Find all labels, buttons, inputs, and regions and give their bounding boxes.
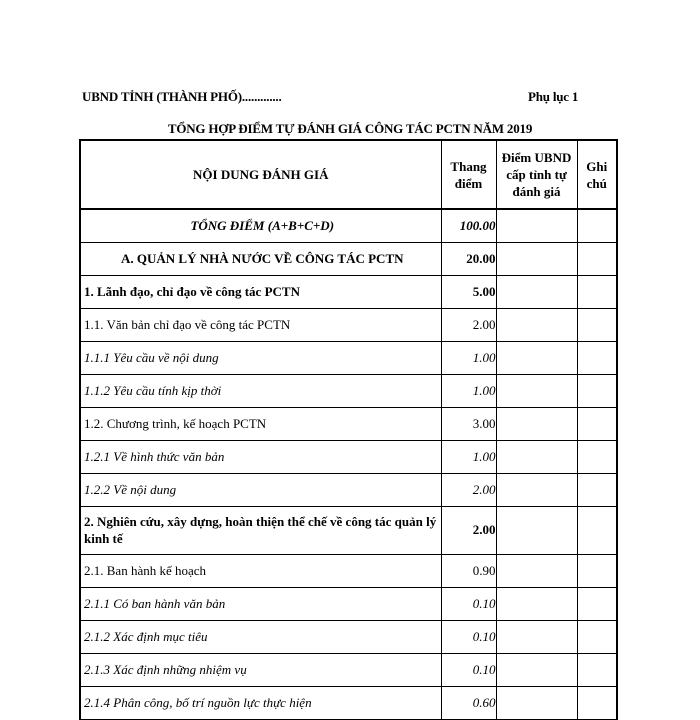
row-content-cell: 1.1.2 Yêu cầu tính kịp thời [80, 374, 441, 407]
row-note-cell[interactable] [577, 653, 617, 686]
row-note-cell[interactable] [577, 275, 617, 308]
appendix-label: Phụ lục 1 [528, 89, 579, 104]
row-self-score-cell[interactable] [496, 440, 577, 473]
row-note-cell[interactable] [577, 620, 617, 653]
row-scale-cell: 1.00 [441, 374, 496, 407]
row-content-cell: TỔNG ĐIỂM (A+B+C+D) [80, 209, 441, 242]
row-content-cell: 2.1.4 Phân công, bố trí nguồn lực thực hiện [80, 686, 441, 719]
row-scale-cell: 0.90 [441, 554, 496, 587]
table-row [80, 440, 617, 473]
row-self-score-cell[interactable] [496, 374, 577, 407]
row-scale-cell: 2.00 [441, 473, 496, 506]
row-self-score-cell[interactable] [496, 308, 577, 341]
row-scale-cell: 100.00 [441, 209, 496, 242]
row-self-score-cell[interactable] [496, 275, 577, 308]
table-row [80, 209, 617, 242]
row-self-score-cell[interactable] [496, 242, 577, 275]
row-self-score-cell[interactable] [496, 554, 577, 587]
row-self-score-cell[interactable] [496, 686, 577, 719]
row-self-score-cell[interactable] [496, 653, 577, 686]
table-row [80, 275, 617, 308]
row-content-cell: 2.1.2 Xác định mục tiêu [80, 620, 441, 653]
document-title: TỔNG HỢP ĐIỂM TỰ ĐÁNH GIÁ CÔNG TÁC PCTN NĂM 2019 [167, 121, 533, 136]
row-content-cell: 1.2.2 Về nội dung [80, 473, 441, 506]
table-row [80, 374, 617, 407]
column-header-score: Điểm UBND cấp tỉnh tự đánh giá [496, 140, 577, 209]
table-row [80, 473, 617, 506]
row-self-score-cell[interactable] [496, 587, 577, 620]
row-content-cell: 1.1. Văn bản chỉ đạo về công tác PCTN [80, 308, 441, 341]
row-note-cell[interactable] [577, 473, 617, 506]
row-scale-cell: 3.00 [441, 407, 496, 440]
row-scale-cell: 0.60 [441, 686, 496, 719]
table-body [80, 209, 617, 719]
row-scale-cell: 0.10 [441, 653, 496, 686]
row-content-cell: 1.2.1 Về hình thức văn bản [80, 440, 441, 473]
column-header-note: Ghi chú [577, 140, 617, 209]
row-scale-cell: 0.10 [441, 620, 496, 653]
row-content-cell: 2. Nghiên cứu, xây dựng, hoàn thiện thể chế về công tác quản lý kinh tế [80, 506, 441, 554]
row-note-cell[interactable] [577, 308, 617, 341]
row-scale-cell: 0.10 [441, 587, 496, 620]
row-self-score-cell[interactable] [496, 209, 577, 242]
row-content-cell: 2.1.1 Có ban hành văn bản [80, 587, 441, 620]
row-self-score-cell[interactable] [496, 620, 577, 653]
row-note-cell[interactable] [577, 587, 617, 620]
row-scale-cell: 2.00 [441, 506, 496, 554]
row-self-score-cell[interactable] [496, 506, 577, 554]
row-content-cell: 2.1.3 Xác định những nhiệm vụ [80, 653, 441, 686]
column-header-scale: Thang điểm [441, 140, 496, 209]
row-note-cell[interactable] [577, 242, 617, 275]
organization-header: UBND TỈNH (THÀNH PHỐ)............. [82, 89, 282, 104]
table-row [80, 620, 617, 653]
row-self-score-cell[interactable] [496, 473, 577, 506]
row-note-cell[interactable] [577, 341, 617, 374]
row-self-score-cell[interactable] [496, 407, 577, 440]
row-content-cell: 1. Lãnh đạo, chỉ đạo về công tác PCTN [80, 275, 441, 308]
table-header-row [80, 140, 617, 209]
table-row [80, 242, 617, 275]
table-row [80, 653, 617, 686]
table-row [80, 686, 617, 719]
row-scale-cell: 2.00 [441, 308, 496, 341]
evaluation-table [79, 139, 618, 720]
table-row [80, 554, 617, 587]
row-note-cell[interactable] [577, 407, 617, 440]
row-content-cell: 2.1. Ban hành kế hoạch [80, 554, 441, 587]
row-scale-cell: 5.00 [441, 275, 496, 308]
row-note-cell[interactable] [577, 554, 617, 587]
row-note-cell[interactable] [577, 209, 617, 242]
table-row [80, 506, 617, 554]
row-note-cell[interactable] [577, 374, 617, 407]
row-self-score-cell[interactable] [496, 341, 577, 374]
row-note-cell[interactable] [577, 506, 617, 554]
row-note-cell[interactable] [577, 686, 617, 719]
table-row [80, 407, 617, 440]
column-header-content: NỘI DUNG ĐÁNH GIÁ [80, 140, 441, 209]
table-row [80, 308, 617, 341]
row-scale-cell: 1.00 [441, 341, 496, 374]
row-content-cell: A. QUẢN LÝ NHÀ NƯỚC VỀ CÔNG TÁC PCTN [80, 242, 441, 275]
row-content-cell: 1.1.1 Yêu cầu về nội dung [80, 341, 441, 374]
row-note-cell[interactable] [577, 440, 617, 473]
row-scale-cell: 1.00 [441, 440, 496, 473]
table-row [80, 587, 617, 620]
row-content-cell: 1.2. Chương trình, kế hoạch PCTN [80, 407, 441, 440]
table-row [80, 341, 617, 374]
row-scale-cell: 20.00 [441, 242, 496, 275]
